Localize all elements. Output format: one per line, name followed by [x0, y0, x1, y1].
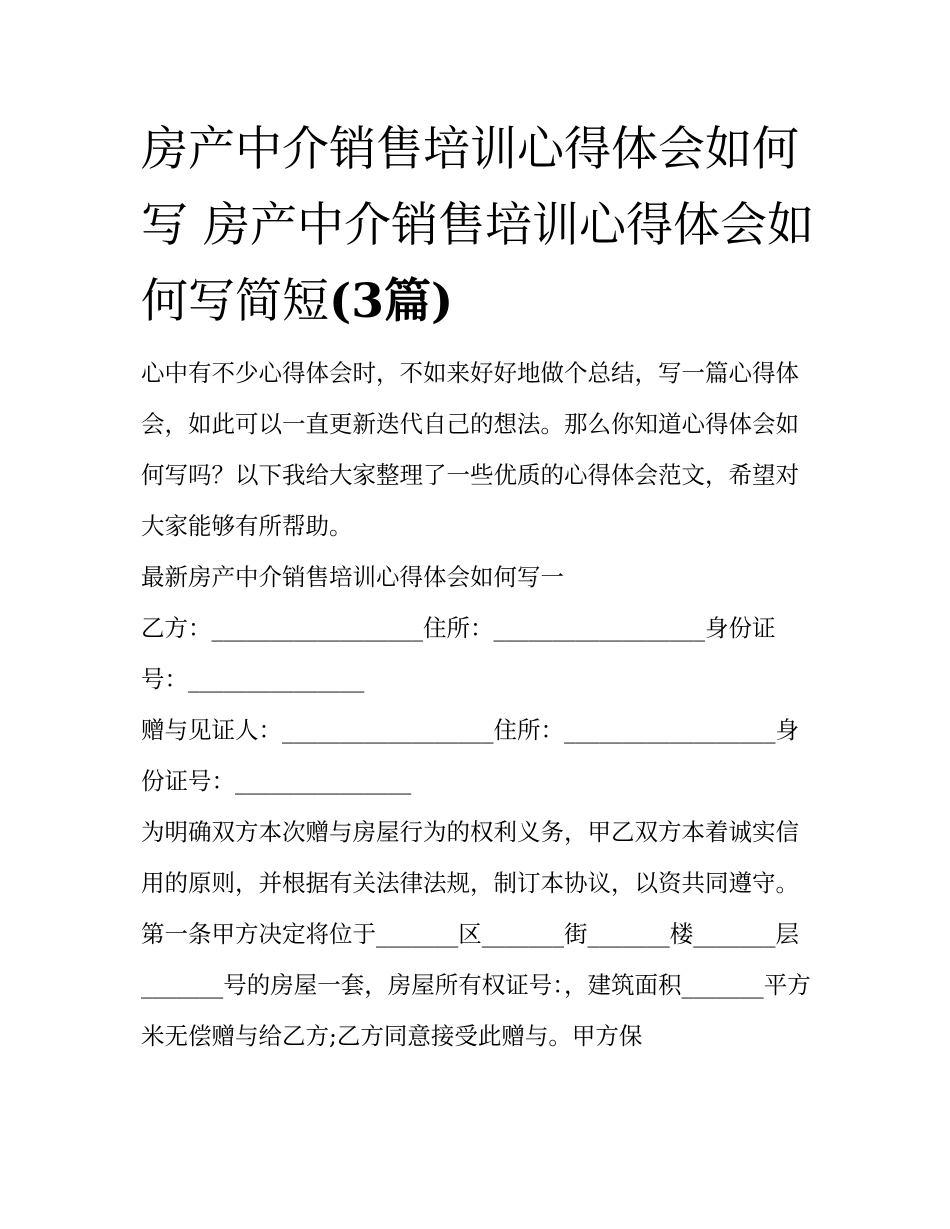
- article-one-paragraph: 第一条甲方决定将位于_______区_______街_______楼_______层_______号的房屋一套，房屋所有权证号：，建筑面积_______平方米无偿赠与给乙方;乙方同意接受此赠与。甲方保: [141, 920, 811, 1050]
- intro-paragraph: 心中有不少心得体会时，不如来好好地做个总结，写一篇心得体会，如此可以一直更新迭代自己的想法。那么你知道心得体会如何写吗？以下我给大家整理了一些优质的心得体会范文，希望对大家能够有所帮助。: [141, 359, 799, 540]
- witness-line: 赠与见证人：__________________住所：__________________身份证号：_______________: [141, 716, 799, 795]
- document-title: 房产中介销售培训心得体会如何写 房产中介销售培训心得体会如何写简短(3篇): [141, 122, 814, 329]
- document-page: [141, 112, 821, 1062]
- title-count-suffix: (3篇): [329, 274, 454, 329]
- purpose-paragraph: 为明确双方本次赠与房屋行为的权利义务，甲乙双方本着诚实信用的原则，并根据有关法律法规，制订本协议，以资共同遵守。: [141, 818, 799, 897]
- section-heading: 最新房产中介销售培训心得体会如何写一: [141, 563, 564, 591]
- party-b-line: 乙方：__________________住所：__________________身份证号：_______________: [141, 614, 776, 693]
